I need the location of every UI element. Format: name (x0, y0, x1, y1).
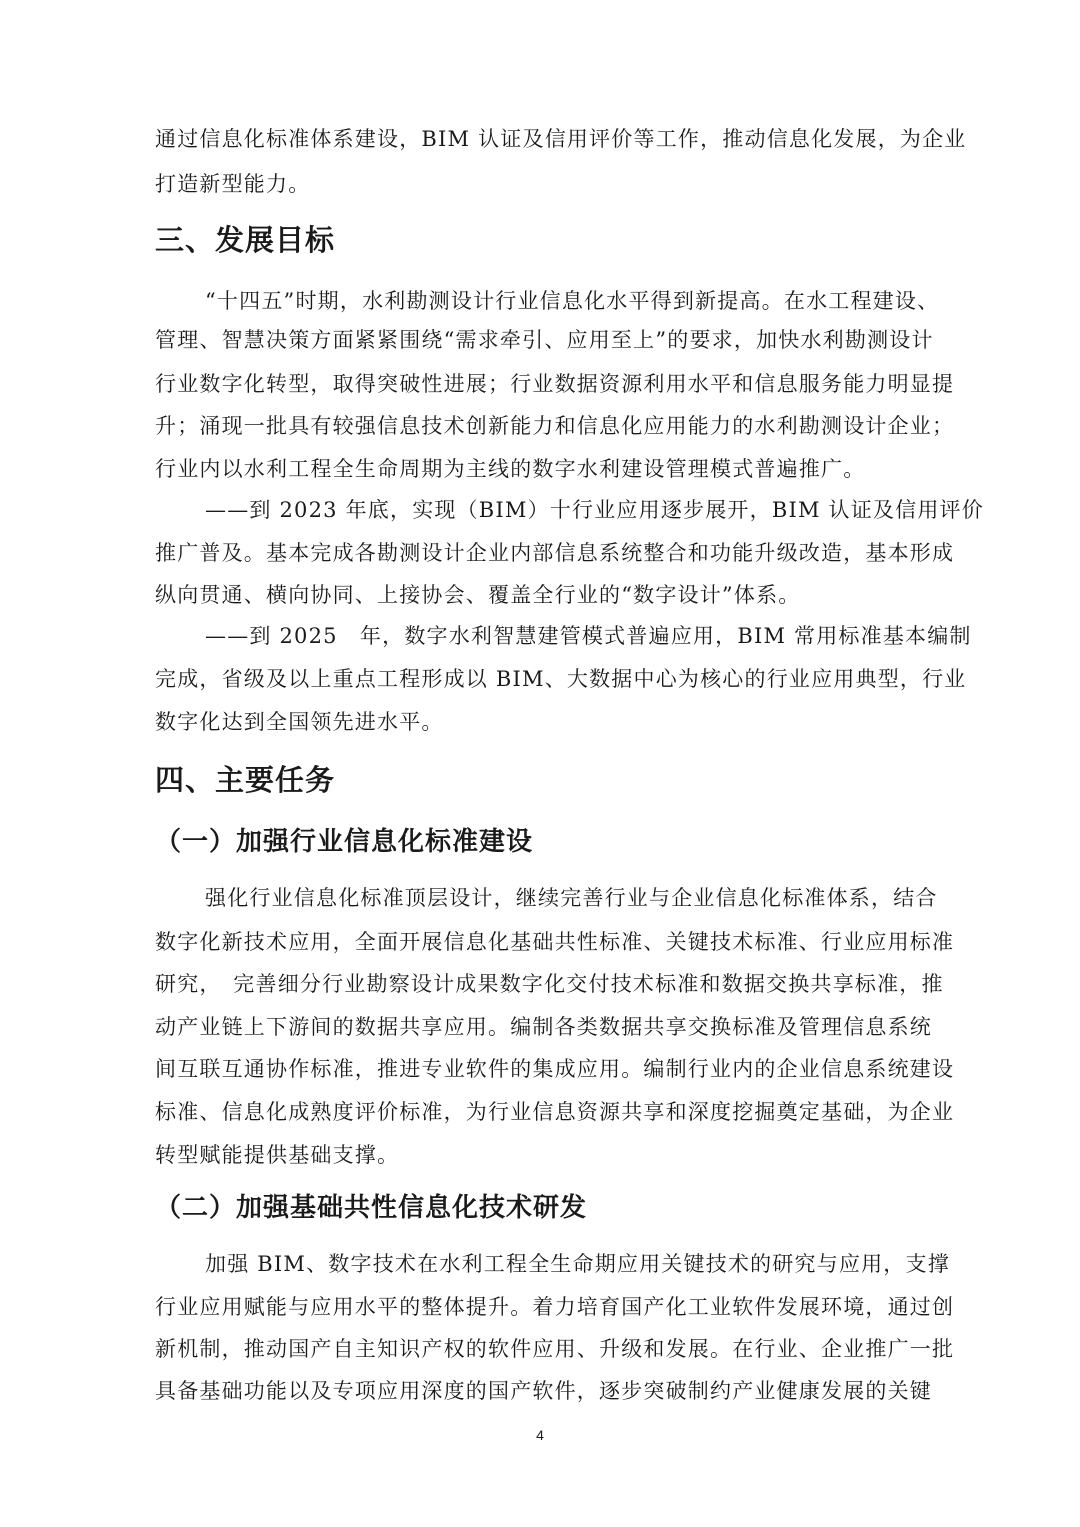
body-text-line: 加强 BIM、数字技术在水利工程全生命期应用关键技术的研究与应用，支撑 (205, 1252, 950, 1276)
body-text-line: 行业应用赋能与应用水平的整体提升。着力培育国产化工业软件发展环境，通过创 (155, 1295, 955, 1319)
body-text-line: 管理、智慧决策方面紧紧围绕“需求牵引、应用至上”的要求，加快水利勘测设计 (155, 328, 934, 352)
body-text-line: 研究， 完善细分行业勘察设计成果数字化交付技术标准和数据交换共享标准，推 (155, 972, 944, 996)
body-text-line: 完成，省级及以上重点工程形成以 BIM、大数据中心为核心的行业应用典型，行业 (155, 667, 967, 691)
body-text-line: 数字化新技术应用，全面开展信息化基础共性标准、关键技术标准、行业应用标准 (155, 930, 955, 954)
body-text-line: 打造新型能力。 (155, 172, 311, 196)
body-text-line: ——到 2023 年底，实现（BIM）十行业应用逐步展开，BIM 认证及信用评价 (205, 498, 984, 522)
body-text-line: 推广普及。基本完成各勘测设计企业内部信息系统整合和功能升级改造，基本形成 (155, 541, 955, 565)
subsection-heading-technology: （二）加强基础共性信息化技术研发 (155, 1193, 588, 1223)
body-text-line: “十四五”时期，水利勘测设计行业信息化水平得到新提高。在水工程建设、 (205, 289, 940, 313)
body-text-line: ——到 2025 年，数字水利智慧建管模式普遍应用，BIM 常用标准基本编制 (205, 624, 972, 648)
section-heading-goals: 三、发展目标 (155, 223, 336, 257)
body-text-line: 转型赋能提供基础支撑。 (155, 1143, 400, 1167)
body-text-line: 通过信息化标准体系建设，BIM 认证及信用评价等工作，推动信息化发展，为企业 (155, 127, 967, 151)
body-text-line: 间互联互通协作标准，推进专业软件的集成应用。编制行业内的企业信息系统建设 (155, 1057, 955, 1081)
body-text-line: 标准、信息化成熟度评价标准，为行业信息资源共享和深度挖掘奠定基础，为企业 (155, 1100, 955, 1124)
subsection-heading-standards: （一）加强行业信息化标准建设 (155, 827, 534, 857)
page-number: 4 (536, 1427, 544, 1443)
body-text-line: 具备基础功能以及专项应用深度的国产软件，逐步突破制约产业健康发展的关键 (155, 1379, 932, 1403)
body-text-line: 行业内以水利工程全生命周期为主线的数字水利建设管理模式普遍推广。 (155, 457, 866, 481)
body-text-line: 新机制，推动国产自主知识产权的软件应用、升级和发展。在行业、企业推广一批 (155, 1337, 955, 1361)
body-text-line: 纵向贯通、横向协同、上接协会、覆盖全行业的“数字设计”体系。 (155, 583, 801, 607)
body-text-line: 数字化达到全国领先进水平。 (155, 710, 444, 734)
body-text-line: 强化行业信息化标准顶层设计，继续完善行业与企业信息化标准体系，结合 (205, 886, 938, 910)
section-heading-tasks: 四、主要任务 (155, 763, 336, 797)
body-text-line: 升；涌现一批具有较强信息技术创新能力和信息化应用能力的水利勘测设计企业； (155, 414, 955, 438)
body-text-line: 动产业链上下游间的数据共享应用。编制各类数据共享交换标准及管理信息系统 (155, 1015, 932, 1039)
body-text-line: 行业数字化转型，取得突破性进展；行业数据资源利用水平和信息服务能力明显提 (155, 372, 955, 396)
